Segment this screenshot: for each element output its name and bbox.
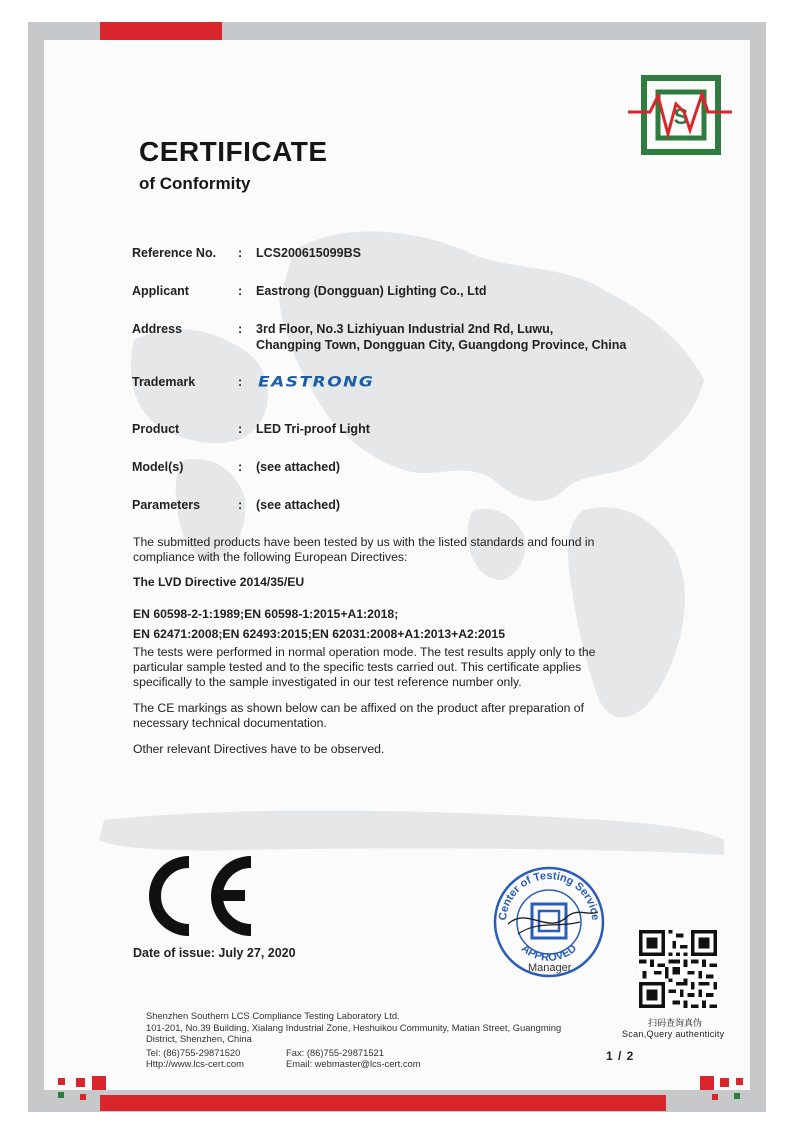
stamp-role: Manager bbox=[528, 962, 572, 974]
body-paragraph-4: Other relevant Directives have to be observed. bbox=[133, 742, 385, 756]
footer-address bbox=[146, 1022, 616, 1044]
footer-http: Http://www.lcs-cert.com bbox=[146, 1058, 244, 1069]
corner-square bbox=[58, 1078, 65, 1085]
standards-line: EN 60598-2-1:1989;EN 60598-1:2015+A1:2018; bbox=[133, 607, 399, 621]
corner-square bbox=[92, 1076, 106, 1090]
field-value-applicant: Eastrong (Dongguan) Lighting Co., Ltd bbox=[256, 284, 487, 298]
body-line: specifically to the sample investigated in our test reference number only. bbox=[133, 675, 522, 689]
standards-list bbox=[133, 606, 505, 642]
body-line: The tests were performed in normal operation mode. The test results apply only to the bbox=[133, 645, 596, 659]
svg-text:APPROVED bbox=[519, 942, 579, 964]
body-line: compliance with the following European Directives: bbox=[133, 550, 408, 564]
trademark-logo: EASTRONG bbox=[258, 373, 375, 391]
footer-address-line: District, Shenzhen, China bbox=[146, 1033, 252, 1044]
corner-square bbox=[734, 1093, 740, 1099]
footer-fax: Fax: (86)755-29871521 bbox=[286, 1047, 384, 1058]
body-line: The CE markings as shown below can be affixed on the product after preparation of bbox=[133, 701, 584, 715]
field-label-product: Product bbox=[132, 422, 180, 436]
stamp-bottom-text: APPROVED bbox=[518, 942, 580, 965]
field-colon: : bbox=[238, 246, 243, 260]
field-value-models: (see attached) bbox=[256, 460, 341, 474]
field-value-parameters: (see attached) bbox=[256, 498, 341, 512]
body-paragraph-3 bbox=[133, 701, 623, 731]
standards-line: EN 62471:2008;EN 62493:2015;EN 62031:2008+A1:2013+A2:2015 bbox=[133, 627, 505, 641]
field-label-reference: Reference No. bbox=[132, 246, 217, 260]
svg-text:S: S bbox=[673, 104, 689, 129]
field-value-reference: LCS200615099BS bbox=[256, 246, 361, 260]
corner-square bbox=[76, 1078, 85, 1087]
page-number: 1 / 2 bbox=[606, 1049, 635, 1063]
certificate-title: CERTIFICATE bbox=[139, 136, 328, 167]
field-value-product: LED Tri-proof Light bbox=[256, 422, 370, 436]
field-value-address-line2: Changping Town, Dongguan City, Guangdong Province, China bbox=[256, 338, 627, 352]
certificate-subtitle: of Conformity bbox=[139, 174, 251, 193]
stamp-top-text: Center of Testing Service bbox=[496, 869, 602, 921]
body-paragraph-1 bbox=[133, 535, 623, 565]
field-colon: : bbox=[238, 284, 243, 298]
lcs-logo bbox=[628, 74, 732, 158]
field-label-applicant: Applicant bbox=[132, 284, 189, 298]
body-line: necessary technical documentation. bbox=[133, 716, 327, 730]
field-colon: : bbox=[238, 322, 243, 336]
qr-caption-en: Scan,Query authenticity bbox=[622, 1029, 725, 1039]
corner-square bbox=[58, 1092, 64, 1098]
date-of-issue: Date of issue: July 27, 2020 bbox=[133, 946, 296, 960]
footer-address-line: 101-201, No.39 Building, Xialang Industrial Zone, Heshuikou Community, Matian Street, Guangming bbox=[146, 1022, 562, 1033]
field-value-address-line1: 3rd Floor, No.3 Lizhiyuan Industrial 2nd Rd, Luwu, bbox=[256, 322, 554, 336]
qr-code bbox=[639, 930, 717, 1008]
corner-square bbox=[736, 1078, 743, 1085]
corner-square bbox=[700, 1076, 714, 1090]
field-colon: : bbox=[238, 375, 243, 389]
corner-square bbox=[712, 1094, 718, 1100]
field-colon: : bbox=[238, 498, 243, 512]
directive-title: The LVD Directive 2014/35/EU bbox=[133, 575, 305, 589]
field-label-trademark: Trademark bbox=[132, 375, 196, 389]
bottom-red-bar bbox=[100, 1095, 666, 1111]
body-paragraph-2 bbox=[133, 645, 623, 690]
top-red-bar bbox=[100, 22, 222, 40]
corner-square bbox=[720, 1078, 729, 1087]
field-colon: : bbox=[238, 460, 243, 474]
field-label-parameters: Parameters bbox=[132, 498, 201, 512]
ce-mark-icon bbox=[133, 856, 257, 936]
field-label-address: Address bbox=[132, 322, 183, 336]
footer-email: Email: webmaster@lcs-cert.com bbox=[286, 1058, 421, 1069]
body-line: The submitted products have been tested by us with the listed standards and found in bbox=[133, 535, 595, 549]
field-colon: : bbox=[238, 422, 243, 436]
corner-square bbox=[80, 1094, 86, 1100]
footer-company: Shenzhen Southern LCS Compliance Testing Laboratory Ltd. bbox=[146, 1010, 400, 1021]
footer-tel: Tel: (86)755-29871520 bbox=[146, 1047, 241, 1058]
field-label-models: Model(s) bbox=[132, 460, 184, 474]
body-line: particular sample tested and to the specific tests carried out. This certificate applies bbox=[133, 660, 582, 674]
qr-caption-cn: 扫码查询真伪 bbox=[648, 1019, 703, 1029]
